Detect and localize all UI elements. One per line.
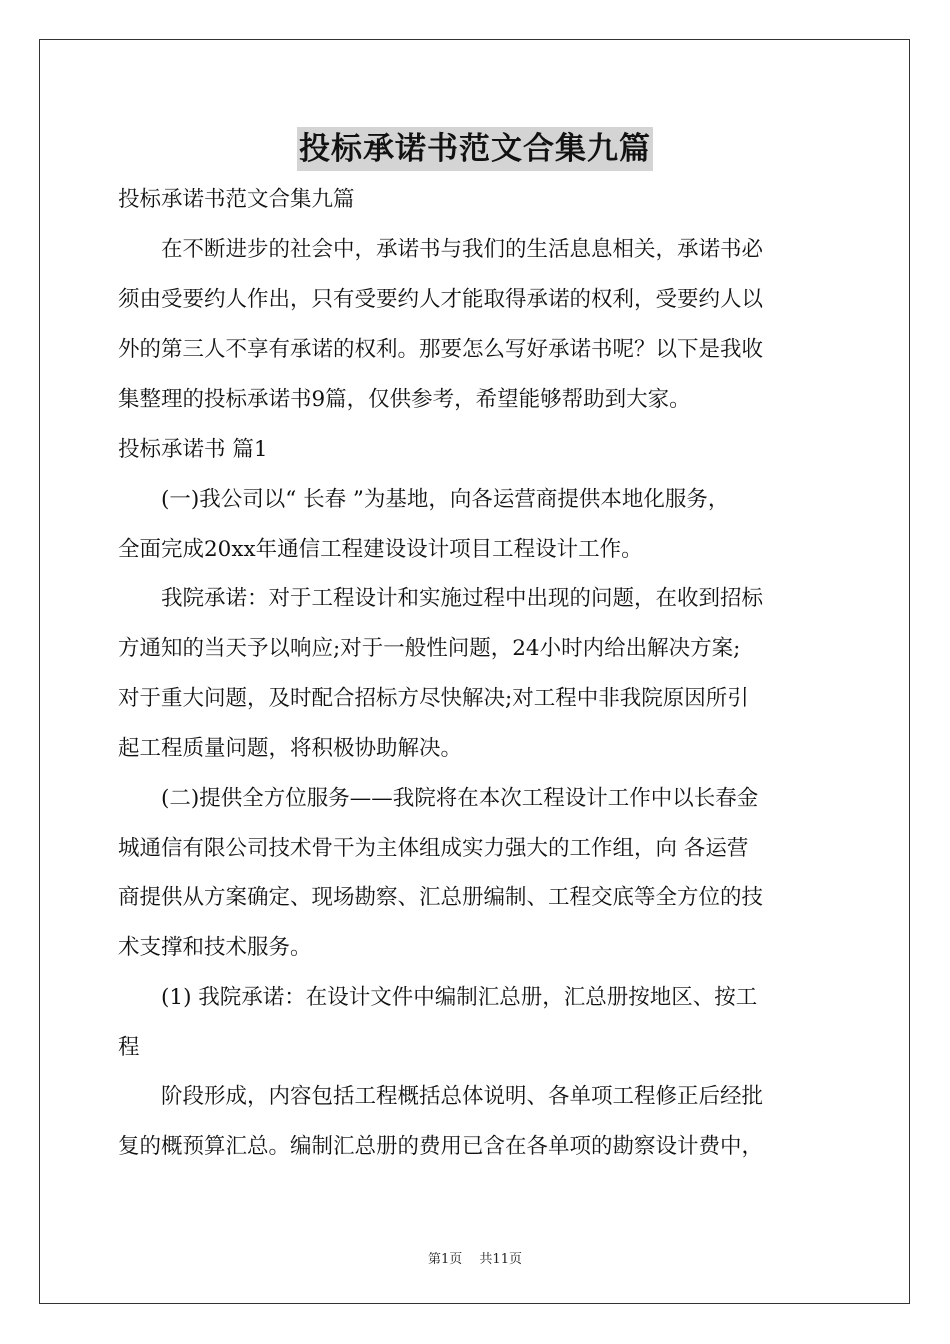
page-footer: 第1页 共11页 [428,1252,522,1267]
body-line: 须由受要约人作出，只有受要约人才能取得承诺的权利，受要约人以 [118,287,764,312]
body-line: 起工程质量问题，将积极协助解决。 [118,736,463,761]
document-title: 投标承诺书范文合集九篇 [297,127,653,171]
body-line: 商提供从方案确定、现场勘察、汇总册编制、工程交底等全方位的技 [118,885,764,910]
body-line: 在不断进步的社会中，承诺书与我们的生活息息相关，承诺书必 [118,237,764,262]
body-line: (二)提供全方位服务——我院将在本次工程设计工作中以长春金 [118,786,759,811]
body-line: 外的第三人不享有承诺的权利。那要怎么写好承诺书呢？以下是我收 [118,337,764,362]
body-line: 城通信有限公司技术骨干为主体组成实力强大的工作组，向 各运营 [118,836,749,861]
body-line: (一)我公司以“ 长春 ”为基地，向各运营商提供本地化服务， [118,487,730,512]
body-line: 我院承诺：对于工程设计和实施过程中出现的问题，在收到招标 [118,586,764,611]
body-line: 对于重大问题，及时配合招标方尽快解决;对工程中非我院原因所引 [118,686,749,711]
body-line: 集整理的投标承诺书9篇，仅供参考，希望能够帮助到大家。 [118,387,691,412]
section-heading: 投标承诺书 篇1 [118,437,268,462]
title-block [0,127,950,171]
body-line: 阶段形成，内容包括工程概括总体说明、各单项工程修正后经批 [118,1084,764,1109]
body-line: 全面完成20xx年通信工程建设设计项目工程设计工作。 [118,537,643,562]
body-line: (1) 我院承诺：在设计文件中编制汇总册，汇总册按地区、按工 [118,985,758,1010]
subtitle-line: 投标承诺书范文合集九篇 [118,187,355,212]
body-line: 复的概预算汇总。编制汇总册的费用已含在各单项的勘察设计费中， [118,1134,764,1159]
page-border [39,39,910,1304]
body-line: 术支撑和技术服务。 [118,935,312,960]
body-line: 程 [118,1035,140,1060]
body-line: 方通知的当天予以响应;对于一般性问题，24小时内给出解决方案; [118,636,741,661]
